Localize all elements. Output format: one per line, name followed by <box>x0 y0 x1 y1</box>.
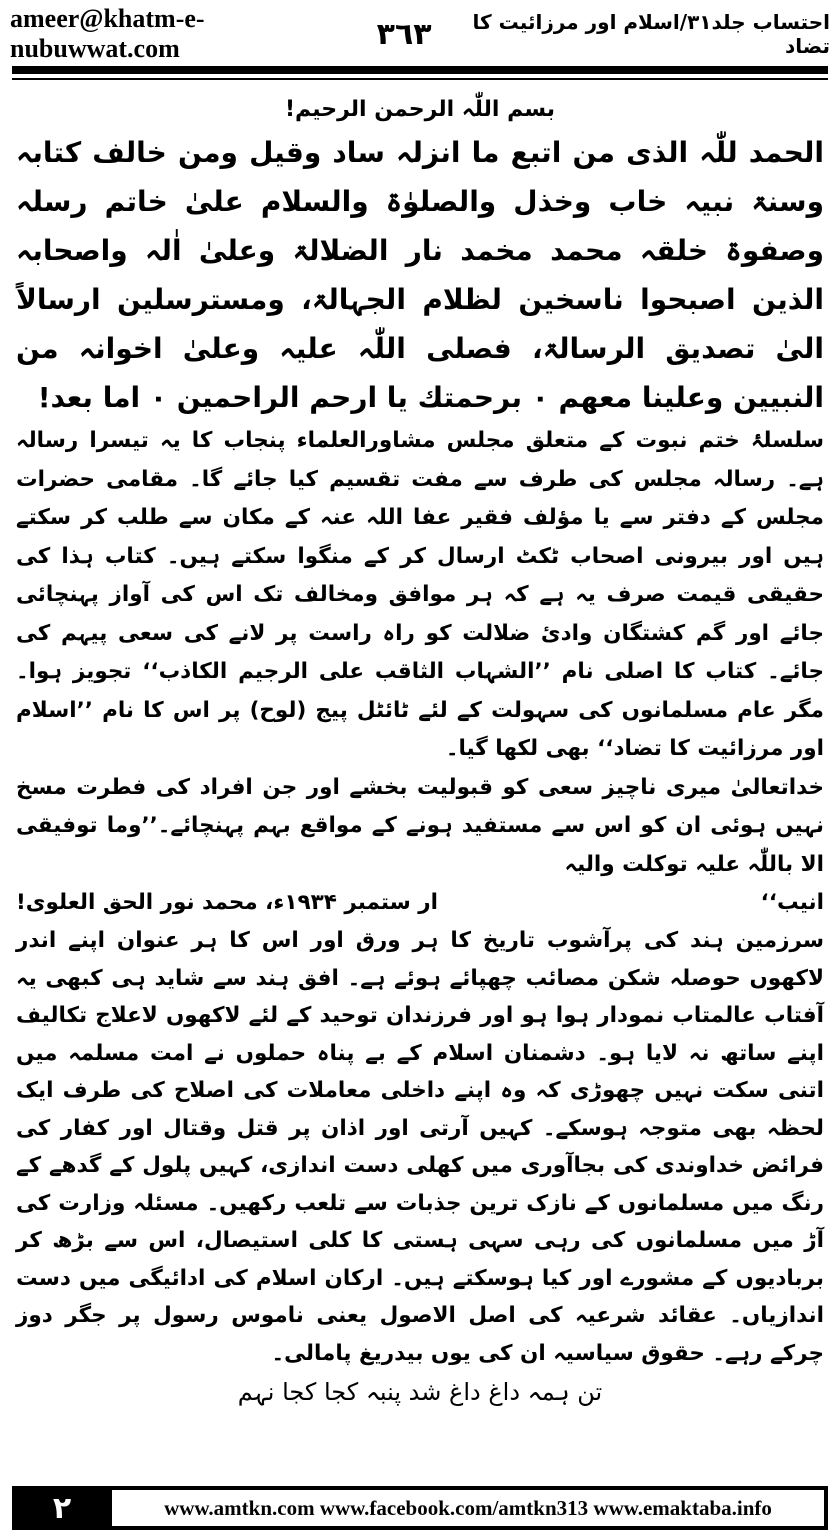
header-email[interactable]: ameer@khatm-e-nubuwwat.com <box>10 4 205 63</box>
header-rule-thin <box>12 78 828 80</box>
page-body <box>16 92 824 1412</box>
header-page-number: ٣٦٣ <box>376 16 432 52</box>
page-footer <box>12 1486 828 1530</box>
author-signature: ار ستمبر ۱۹۳۴ء، محمد نور الحق العلوی! <box>16 890 439 915</box>
paragraph-intro: سلسلۂ ختم نبوت کے متعلق مجلس مشاورالعلماء پنجاب کا یہ تیسرا رسالہ ہے۔ رسالہ مجلس کی طرف سے مفت تقسیم کیا جائے گا۔ مقامی حضرات مجلس کے دفتر سے یا مؤلف فقیر عفا اللہ عنہ کے مکان سے طلب کر سکتے ہیں اور بیرونی اصحاب ٹکٹ ارسال کر کے منگوا سکتے ہیں۔ کتاب ہذا کی حقیقی قیمت صرف یہ ہے کہ ہر موافق ومخالف تک اس کی آواز پہنچائی جائے اور گم کشتگان وادیٔ ضلالت کو راہ راست پر لانے کی سعی پیہم کی جائے۔ کتاب کا اصلی نام ’’الشہاب الثاقب علی الرجیم الکاذب‘‘ تجویز ہوا۔ مگر عام مسلمانوں کی سہولت کے لئے ٹائٹل پیج (لوح) پر اس کا نام ’’اسلام اور مرزائیت کا تضاد‘‘ بھی لکھا گیا۔ <box>16 428 824 761</box>
footer-page-box <box>12 1486 112 1530</box>
arabic-invocation: الحمد للّٰہ الذی من اتبع ما انزلہ ساد وقیل ومن خالف کتابہ وسنۃ نبیہ خاب وخذل والصلوٰۃ والسلام علیٰ خاتم رسلہ وصفوۃ خلقہ محمد مخمد نار الضلالۃ وعلیٰ اٰلہ واصحابہ الذین اصبحوا ناسخین لظلام الجہالۃ، ومسترسلین ارسالاً الیٰ تصدیق الرسالۃ، فصلی اللّٰہ علیہ وعلیٰ اخوانہ من النبیین وعلینا معھم ۰ برحمتك یا ارحم الراحمین ۰ اما بعد! <box>16 136 824 414</box>
paragraph-history: سرزمین ہند کی پرآشوب تاریخ کا ہر ورق اور اس کا ہر عنوان اپنے اندر لاکھوں حوصلہ شکن مصائب چھپائے ہوئے ہے۔ افق ہند سے شاید ہی کبھی یہ آفتاب عالمتاب نمودار ہوا ہو اور فرزندان توحید کے لئے لاکھوں لاعلاج تکالیف اپنے ساتھ نہ لایا ہو۔ دشمنان اسلام کے بے پناہ حملوں نے امت مسلمہ میں اتنی سکت نہیں چھوڑی کہ وہ اپنے داخلی معاملات کی اصلاح کی طرف ایک لحظہ بھی متوجہ ہوسکے۔ کہیں آرتی اور اذان پر قتل وقتال اور کفار کی فرائض خداوندی کی بجاآوری میں کھلی دست اندازی، کہیں پلول کے گدھے کے رنگ میں مسلمانوں کے نازک ترین جذبات سے تلعب رکھیں۔ مسئلہ وزارت کی آڑ میں مسلمانوں کی رہی سہی ہستی کا کلی استیصال، اس سے بڑھ کر بربادیوں کے مشورے اور کیا ہوسکتے ہیں۔ ارکان اسلام کی ادائیگی میں دست اندازیاں۔ عقائد شرعیہ کی اصل الاصول یعنی ناموس رسول پر جگر دوز چرکے رہے۔ حقوق سیاسیہ ان کی یوں بیدریغ پامالی۔ <box>16 928 824 1366</box>
prayer-last-word: انیب‘‘ <box>760 890 824 915</box>
footer-links[interactable]: www.amtkn.com www.facebook.com/amtkn313 www.emaktaba.info <box>112 1490 824 1526</box>
footer-page-number: ۲ <box>52 1490 72 1526</box>
paragraph-prayer: خداتعالیٰ میری ناچیز سعی کو قبولیت بخشے اور جن افراد کی فطرت مسخ نہیں ہوئی ان کو اس سے مستفید ہونے کے مواقع بہم پہنچائے۔’’وما توفیقی الا باللّٰہ علیہ توکلت والیہ <box>16 774 824 877</box>
signature-line <box>16 884 824 922</box>
persian-verse: تن ہمہ داغ داغ شد پنبہ کجا کجا نہم <box>237 1378 603 1406</box>
header-left <box>10 4 432 64</box>
header-rule-thick <box>12 66 828 74</box>
page-header <box>10 6 830 62</box>
header-book-title: احتساب جلد۳۱/اسلام اور مرزائیت کا تضاد <box>472 10 830 58</box>
bismillah: بسم اللّٰہ الرحمن الرحیم! <box>284 97 556 122</box>
